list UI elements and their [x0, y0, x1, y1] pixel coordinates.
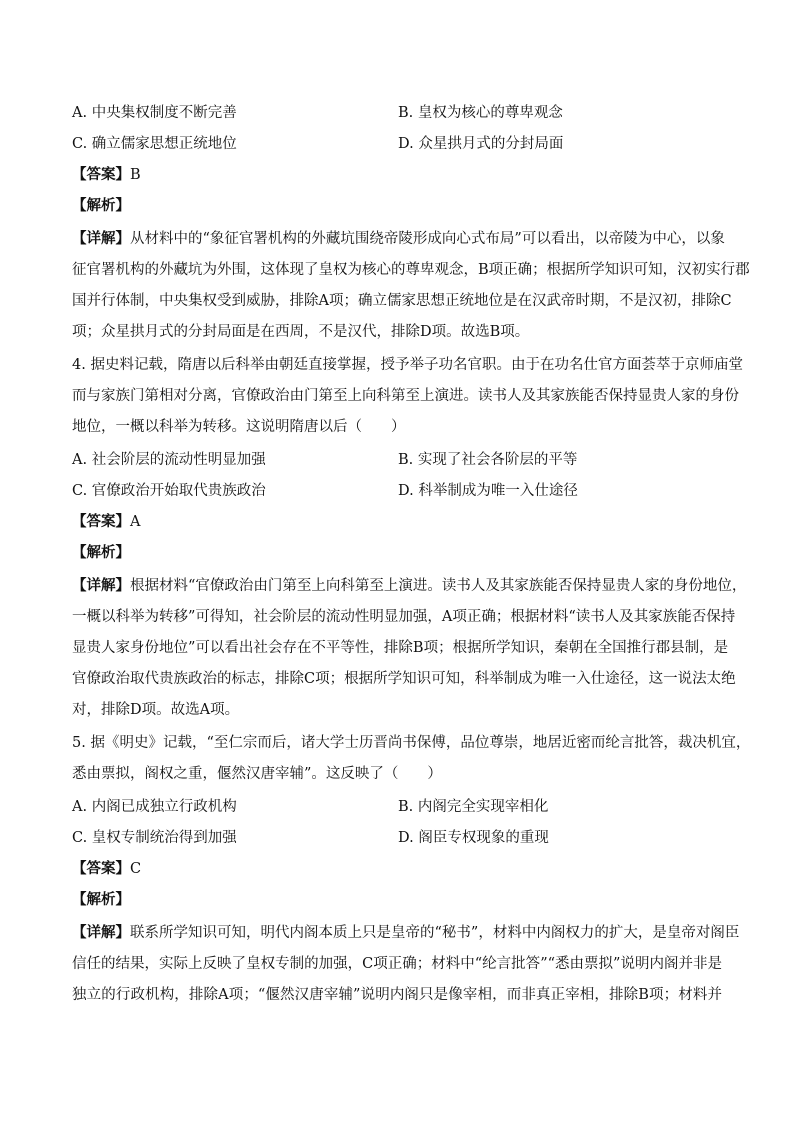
q4-answer — [72, 512, 722, 532]
detail-text: 联系所学知识可知，明代内阁本质上只是皇帝的“秘书”，材料中内阁权力的扩大，是皇帝对阁臣 — [130, 925, 740, 941]
detail-label: 【详解】 — [72, 577, 130, 594]
q3-analysis-label: 【解析】 — [72, 197, 130, 214]
q4-detail-line: 显贵人家身份地位”可以看出社会存在不平等性，排除B项；根据所学知识，秦朝在全国推行郡县制，是 — [72, 640, 729, 656]
q3-answer — [72, 165, 722, 185]
q4-detail-line — [72, 576, 747, 596]
q4-option-d: D. 科举制成为唯一入仕途径 — [398, 483, 578, 499]
q5-option-a: A. 内阁已成独立行政机构 — [72, 799, 237, 815]
q5-detail-line: 信任的结果，实际上反映了皇权专制的加强，C项正确；材料中“纶言批答”“悉由票拟”说明内阁并非是 — [72, 956, 722, 972]
detail-label: 【详解】 — [72, 924, 130, 941]
q4-detail-line: 一概以科举为转移”可得知，社会阶层的流动性明显加强，A项正确；根据材料“读书人及其家族能否保持 — [72, 609, 736, 625]
q5-detail-line — [72, 923, 740, 943]
q3-option-d: D. 众星拱月式的分封局面 — [398, 136, 564, 152]
q4-stem-line: 地位，一概以科举为转移。这说明隋唐以后（ ） — [72, 419, 406, 435]
q4-detail-line: 对，排除D项。故选A项。 — [72, 702, 240, 718]
q4-option-b: B. 实现了社会各阶层的平等 — [398, 452, 578, 468]
q4-stem-line: 而与家族门第相对分离，官僚政治由门第至上向科第至上演进。读书人及其家族能否保持显贵人家的身份 — [72, 388, 739, 404]
q3-detail-line: 征官署机构的外藏坑为外围，这体现了皇权为核心的尊卑观念，B项正确；根据所学知识可知，汉初实行郡 — [72, 262, 750, 278]
q4-option-c: C. 官僚政治开始取代贵族政治 — [72, 483, 266, 499]
answer-value: B — [130, 167, 141, 183]
q5-stem-line: 5. 据《明史》记载，“至仁宗而后，诸大学士历晋尚书保傅，品位尊崇，地居近密而纶言批答，裁决机宜， — [72, 735, 751, 751]
detail-text: 从材料中的“象征官署机构的外藏坑围绕帝陵形成向心式布局”可以看出，以帝陵为中心，以象 — [130, 231, 725, 247]
answer-label: 【答案】 — [72, 860, 130, 877]
q5-answer — [72, 859, 722, 879]
q3-detail-line: 项；众星拱月式的分封局面是在西周，不是汉代，排除D项。故选B项。 — [72, 324, 530, 340]
q4-stem-line: 4. 据史料记载，隋唐以后科举由朝廷直接掌握，授予举子功名官职。由于在功名仕官方面荟萃于京师庙堂 — [72, 357, 743, 373]
q3-option-b: B. 皇权为核心的尊卑观念 — [398, 105, 563, 121]
q3-option-a: A. 中央集权制度不断完善 — [72, 105, 237, 121]
answer-value: A — [130, 514, 141, 530]
q4-analysis-label: 【解析】 — [72, 544, 130, 561]
q5-stem-line: 悉由票拟，阁权之重，偃然汉唐宰辅”。这反映了（ ） — [72, 766, 442, 782]
answer-label: 【答案】 — [72, 513, 130, 530]
detail-label: 【详解】 — [72, 230, 130, 247]
detail-text: 根据材料“官僚政治由门第至上向科第至上演进。读书人及其家族能否保持显贵人家的身份地位， — [130, 578, 747, 594]
answer-label: 【答案】 — [72, 166, 130, 183]
q3-option-c: C. 确立儒家思想正统地位 — [72, 136, 237, 152]
q3-detail-line: 国并行体制，中央集权受到威胁，排除A项；确立儒家思想正统地位是在汉武帝时期，不是汉初，排除C — [72, 293, 732, 309]
q4-option-a: A. 社会阶层的流动性明显加强 — [72, 452, 266, 468]
q3-detail-line — [72, 229, 725, 249]
q5-option-c: C. 皇权专制统治得到加强 — [72, 830, 237, 846]
q5-detail-line: 独立的行政机构，排除A项；“偃然汉唐宰辅”说明内阁只是像宰相，而非真正宰相，排除B项；材料并 — [72, 987, 722, 1003]
q5-option-b: B. 内阁完全实现宰相化 — [398, 799, 549, 815]
q5-option-d: D. 阁臣专权现象的重现 — [398, 830, 549, 846]
q4-detail-line: 官僚政治取代贵族政治的标志，排除C项；根据所学知识可知，科举制成为唯一入仕途径，这一说法太绝 — [72, 671, 736, 687]
q5-analysis-label: 【解析】 — [72, 891, 130, 908]
answer-value: C — [130, 861, 142, 877]
